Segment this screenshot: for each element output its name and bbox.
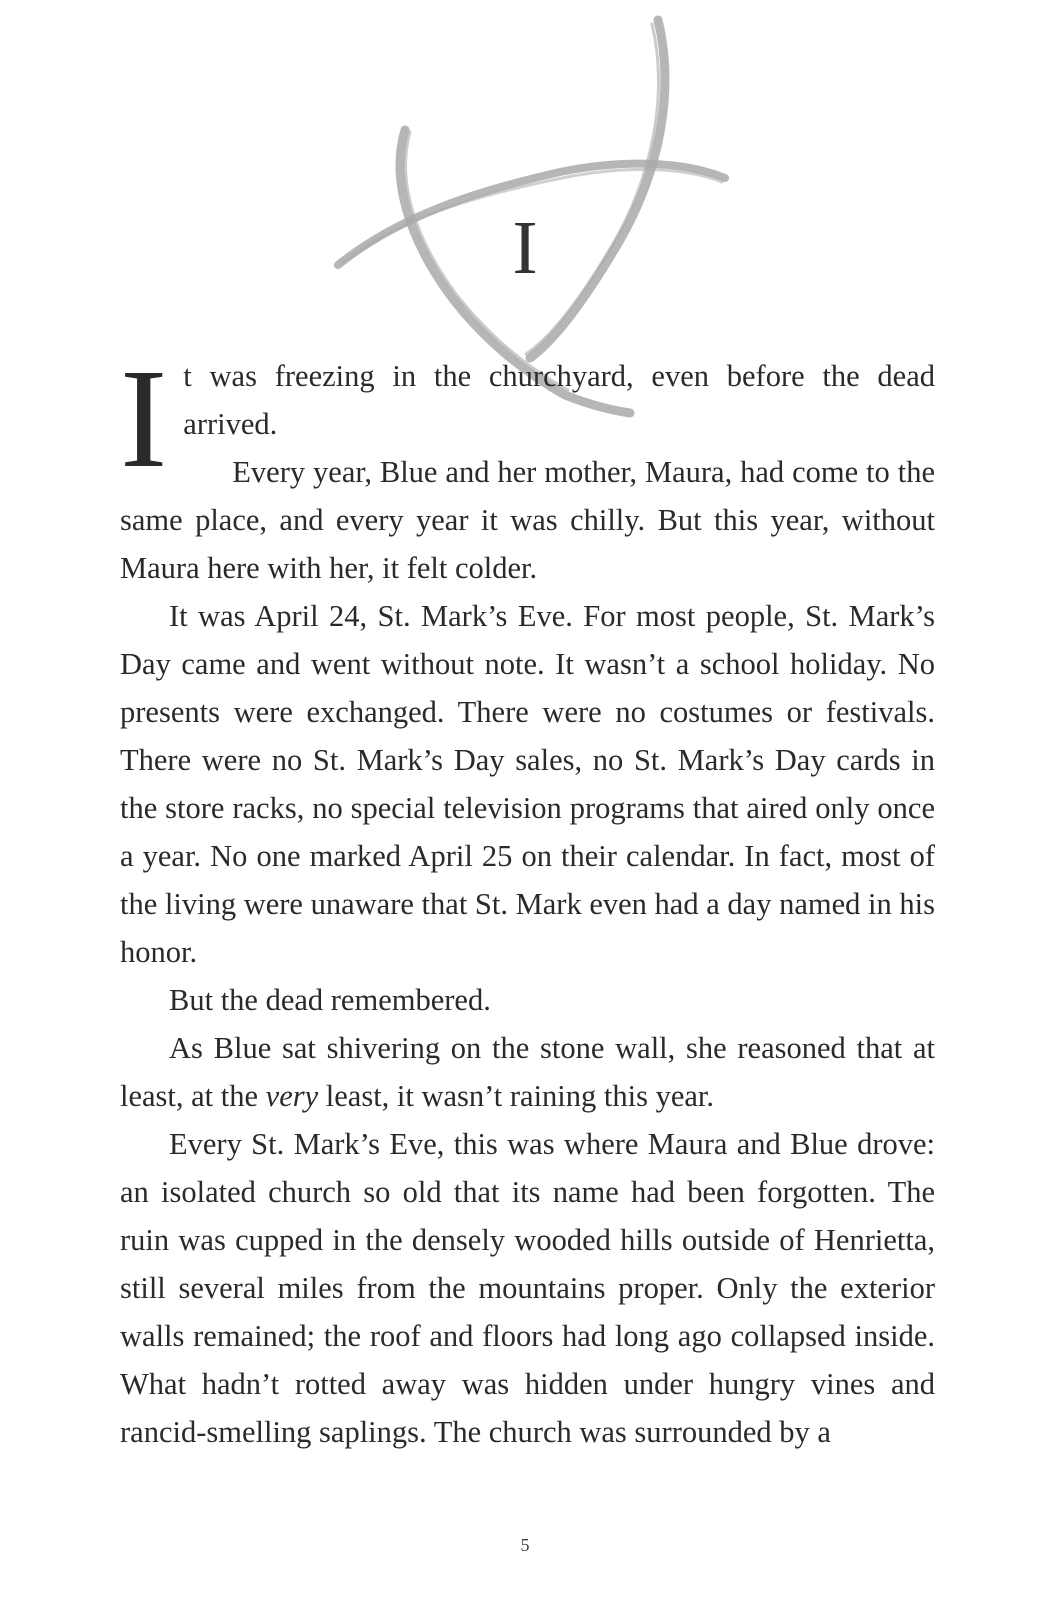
drop-cap: I xyxy=(120,339,168,497)
paragraph: Every year, Blue and her mother, Maura, had come to the same place, and every year it was chilly. But this year, without Maura here with her, it felt colder. xyxy=(120,455,935,585)
paragraph: It was April 24, St. Mark’s Eve. For most people, St. Mark’s Day came and went without note. It wasn’t a school holiday. No presents were exchanged. There were no costumes or festivals. There were no St. Mark’s Day sales, no St. Mark’s Day cards in the store racks, no special television programs that aired only once a year. No one marked April 25 on their calendar. In fact, most of the living were unaware that St. Mark even had a day named in his honor. xyxy=(120,599,935,969)
paragraph: It was freezing in the churchyard, even before the dead arrived. xyxy=(120,339,935,497)
chapter-number: I xyxy=(512,206,538,290)
chapter-text xyxy=(120,339,935,1456)
paragraph: Every St. Mark’s Eve, this was where Maura and Blue drove: an isolated church so old that its name had been forgotten. The ruin was cupped in the densely wooded hills outside of Henrietta, still several miles from the mountains proper. Only the exterior walls remained; the roof and floors had long ago collapsed inside. What hadn’t rotted away was hidden under hungry vines and rancid-smelling saplings. The church was surrounded by a xyxy=(120,1127,935,1449)
emphasis: very xyxy=(265,1079,319,1113)
page-number: 5 xyxy=(520,1535,530,1555)
paragraph: As Blue sat shivering on the stone wall, she reasoned that at least, at the very least, it wasn’t raining this year. xyxy=(120,1031,935,1113)
paragraph: But the dead remembered. xyxy=(169,983,491,1017)
